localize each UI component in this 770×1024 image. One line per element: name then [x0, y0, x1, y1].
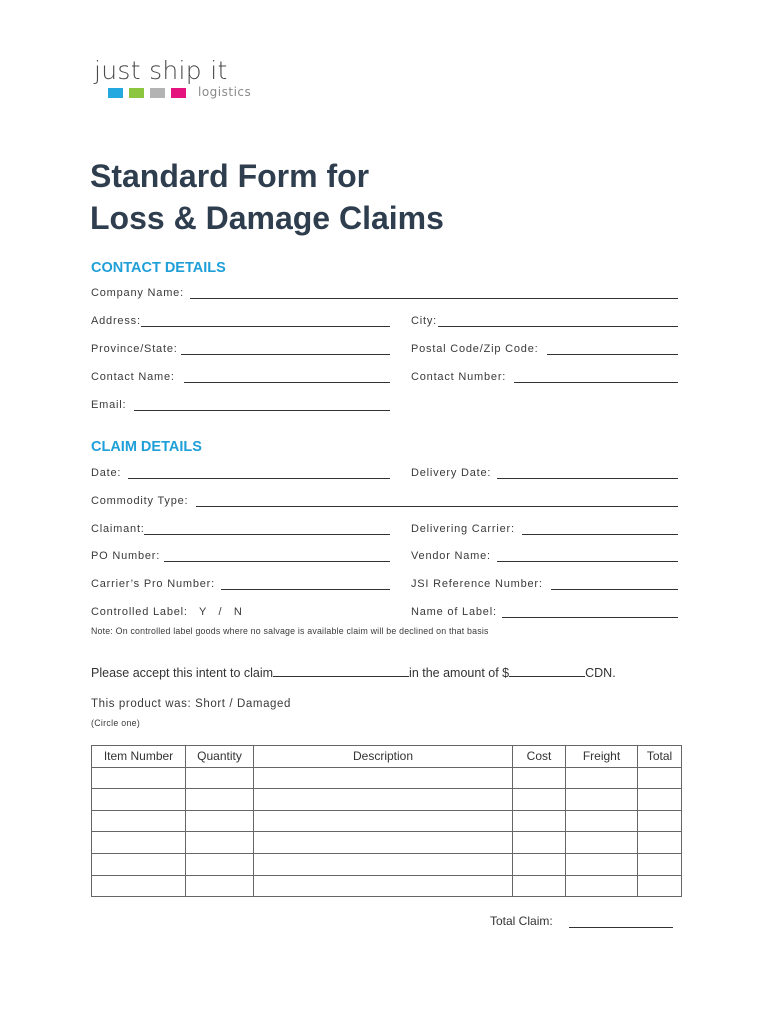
controlled-label-note: Note: On controlled label goods where no salvage is available claim will be declined on that basis: [91, 626, 489, 636]
table-cell[interactable]: [92, 853, 186, 875]
logo-text: just ship it: [94, 56, 228, 85]
table-cell[interactable]: [566, 789, 638, 811]
delivering-carrier-field[interactable]: [522, 534, 678, 535]
email-label: Email:: [91, 399, 127, 411]
intent-text-2: in the amount of $: [409, 666, 510, 680]
company-name-label: Company Name:: [91, 287, 184, 299]
table-cell[interactable]: [186, 810, 254, 832]
column-header-freight: Freight: [566, 746, 638, 768]
table-cell[interactable]: [254, 789, 513, 811]
claimant-field[interactable]: [144, 534, 390, 535]
table-cell[interactable]: [638, 832, 682, 854]
table-cell[interactable]: [513, 810, 566, 832]
table-row: [92, 789, 682, 811]
vendor-name-field[interactable]: [497, 561, 678, 562]
form-title-line2: Loss & Damage Claims: [90, 200, 444, 236]
address-label: Address:: [91, 315, 141, 327]
table-cell[interactable]: [254, 767, 513, 789]
amount-field[interactable]: [509, 665, 585, 677]
table-cell[interactable]: [92, 810, 186, 832]
table-cell[interactable]: [186, 789, 254, 811]
table-cell[interactable]: [513, 832, 566, 854]
claimant-label: Claimant:: [91, 523, 145, 535]
city-field[interactable]: [438, 326, 678, 327]
table-cell[interactable]: [92, 767, 186, 789]
column-header-description: Description: [254, 746, 513, 768]
column-header-total: Total: [638, 746, 682, 768]
table-cell[interactable]: [92, 832, 186, 854]
column-header-quantity: Quantity: [186, 746, 254, 768]
product-status-text: This product was: Short / Damaged: [91, 698, 292, 710]
logo-square-gray: [150, 88, 165, 98]
table-row: [92, 832, 682, 854]
date-label: Date:: [91, 467, 122, 479]
total-claim-label: Total Claim:: [490, 914, 553, 928]
province-state-label: Province/State:: [91, 343, 178, 355]
table-header-row: [92, 746, 682, 768]
postal-code-field[interactable]: [547, 354, 678, 355]
delivering-carrier-label: Delivering Carrier:: [411, 523, 515, 535]
table-cell[interactable]: [638, 810, 682, 832]
total-claim-field[interactable]: [569, 927, 673, 928]
claim-items-table: [91, 745, 682, 897]
column-header-cost: Cost: [513, 746, 566, 768]
table-cell[interactable]: [638, 767, 682, 789]
table-cell[interactable]: [566, 767, 638, 789]
date-field[interactable]: [128, 478, 390, 479]
province-state-field[interactable]: [181, 354, 390, 355]
delivery-date-field[interactable]: [497, 478, 678, 479]
postal-code-label: Postal Code/Zip Code:: [411, 343, 539, 355]
po-number-label: PO Number:: [91, 550, 161, 562]
table-row: [92, 875, 682, 897]
table-cell[interactable]: [638, 875, 682, 897]
jsi-reference-label: JSI Reference Number:: [411, 578, 543, 590]
controlled-label-options[interactable]: Y / N: [199, 606, 243, 618]
intent-text-3: CDN.: [585, 666, 616, 680]
carrier-pro-number-label: Carrier’s Pro Number:: [91, 578, 215, 590]
table-cell[interactable]: [566, 875, 638, 897]
company-name-field[interactable]: [190, 298, 678, 299]
contact-name-label: Contact Name:: [91, 371, 175, 383]
commodity-type-field[interactable]: [196, 506, 678, 507]
commodity-type-label: Commodity Type:: [91, 495, 189, 507]
table-row: [92, 767, 682, 789]
column-header-item-number: Item Number: [92, 746, 186, 768]
table-cell[interactable]: [638, 789, 682, 811]
table-cell[interactable]: [254, 875, 513, 897]
table-cell[interactable]: [513, 875, 566, 897]
table-cell[interactable]: [254, 853, 513, 875]
delivery-date-label: Delivery Date:: [411, 467, 492, 479]
table-cell[interactable]: [638, 853, 682, 875]
claim-details-heading: CLAIM DETAILS: [91, 439, 202, 455]
email-field[interactable]: [134, 410, 390, 411]
carrier-pro-number-field[interactable]: [221, 589, 390, 590]
table-cell[interactable]: [513, 789, 566, 811]
contact-details-heading: CONTACT DETAILS: [91, 260, 226, 276]
table-cell[interactable]: [186, 875, 254, 897]
table-cell[interactable]: [566, 832, 638, 854]
circle-one-hint: (Circle one): [91, 718, 141, 728]
table-cell[interactable]: [254, 832, 513, 854]
intent-blank-field[interactable]: [273, 665, 409, 677]
table-cell[interactable]: [566, 853, 638, 875]
table-cell[interactable]: [566, 810, 638, 832]
logo-square-blue: [108, 88, 123, 98]
table-cell[interactable]: [254, 810, 513, 832]
logo-square-pink: [171, 88, 186, 98]
contact-number-label: Contact Number:: [411, 371, 507, 383]
city-label: City:: [411, 315, 437, 327]
form-title-line1: Standard Form for: [90, 158, 370, 194]
table-cell[interactable]: [513, 853, 566, 875]
vendor-name-label: Vendor Name:: [411, 550, 491, 562]
table-cell[interactable]: [186, 832, 254, 854]
jsi-reference-field[interactable]: [551, 589, 678, 590]
table-cell[interactable]: [92, 875, 186, 897]
table-cell[interactable]: [513, 767, 566, 789]
table-row: [92, 810, 682, 832]
address-field[interactable]: [141, 326, 390, 327]
po-number-field[interactable]: [164, 561, 390, 562]
table-cell[interactable]: [92, 789, 186, 811]
table-row: [92, 853, 682, 875]
logo-square-green: [129, 88, 144, 98]
intent-text-1: Please accept this intent to claim: [91, 666, 274, 680]
contact-name-field[interactable]: [184, 382, 390, 383]
intent-to-claim: [91, 665, 616, 681]
table-cell[interactable]: [186, 767, 254, 789]
logo-subtext: logistics: [198, 85, 252, 99]
contact-number-field[interactable]: [514, 382, 678, 383]
name-of-label-label: Name of Label:: [411, 606, 497, 618]
name-of-label-field[interactable]: [502, 617, 678, 618]
controlled-label-label: Controlled Label:: [91, 606, 188, 618]
table-cell[interactable]: [186, 853, 254, 875]
